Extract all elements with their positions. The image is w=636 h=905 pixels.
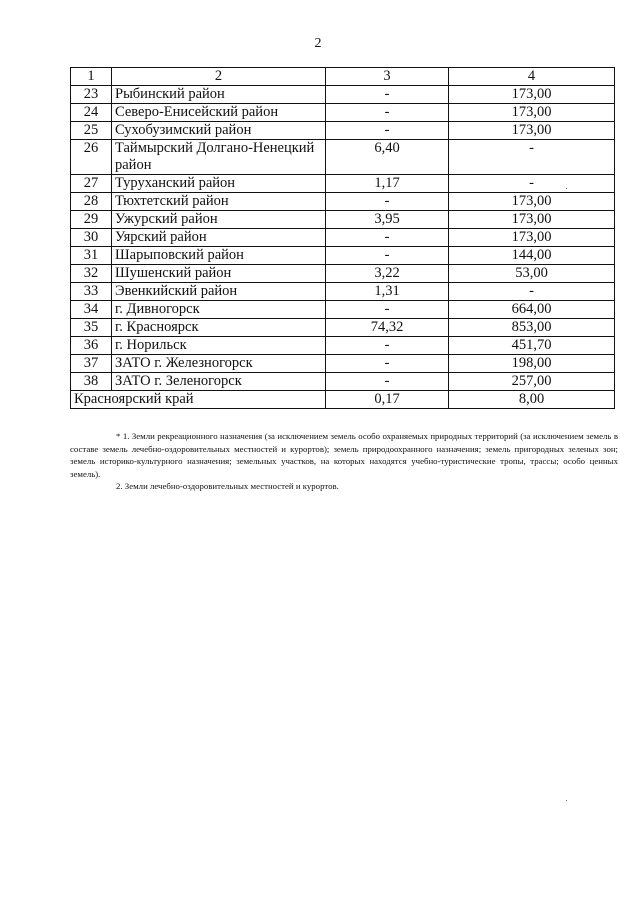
value-col-4: - [449,140,615,175]
row-number: 35 [71,319,112,337]
district-name: Рыбинский район [112,86,326,104]
scan-speck [566,188,567,189]
table-total-row [71,391,615,409]
value-col-4: 173,00 [449,104,615,122]
table-row [71,247,615,265]
value-col-4: 53,00 [449,265,615,283]
value-col-3: 6,40 [326,140,449,175]
footnotes [70,430,618,493]
table-row [71,104,615,122]
row-number: 32 [71,265,112,283]
total-label: Красноярский край [71,391,326,409]
value-col-3: - [326,355,449,373]
value-col-3: 1,17 [326,175,449,193]
row-number: 27 [71,175,112,193]
row-number: 24 [71,104,112,122]
district-name: Шарыповский район [112,247,326,265]
page-number: 2 [314,36,322,51]
value-col-3: - [326,193,449,211]
value-col-3: - [326,122,449,140]
district-name: Ужурский район [112,211,326,229]
header-col-2: 2 [112,68,326,86]
footnote-2: 2. Земли лечебно-оздоровительных местностей и курортов. [116,481,339,491]
district-name: Туруханский район [112,175,326,193]
district-name: ЗАТО г. Зеленогорск [112,373,326,391]
value-col-4: 173,00 [449,193,615,211]
value-col-4: 257,00 [449,373,615,391]
value-col-3: - [326,247,449,265]
value-col-4: 173,00 [449,122,615,140]
value-col-3: - [326,373,449,391]
value-col-3: 74,32 [326,319,449,337]
value-col-4: 853,00 [449,319,615,337]
total-col-3: 0,17 [326,391,449,409]
table-row [71,373,615,391]
table-row [71,229,615,247]
header-col-4: 4 [449,68,615,86]
table-row [71,265,615,283]
row-number: 33 [71,283,112,301]
value-col-3: - [326,301,449,319]
value-col-4: - [449,175,615,193]
district-name: Уярский район [112,229,326,247]
row-number: 29 [71,211,112,229]
value-col-3: - [326,104,449,122]
row-number: 38 [71,373,112,391]
district-name: ЗАТО г. Железногорск [112,355,326,373]
row-number: 34 [71,301,112,319]
district-name: г. Красноярск [112,319,326,337]
table-row [71,319,615,337]
footnote-1: * 1. Земли рекреационного назначения (за исключением земель особо охраняемых природных территорий (за исключением земель в составе земель лечебно-оздоровительных местностей и курортов); земель природоохранного назначения; земель пригородных зеленых зон; земель историко-культурного назначения; земельных участков, на которых находятся учебно-туристические тропы, трассы; особо ценных земель). [70,431,618,479]
district-name: Сухобузимский район [112,122,326,140]
land-value-table [70,67,615,409]
value-col-3: 3,95 [326,211,449,229]
value-col-4: 173,00 [449,229,615,247]
table-row [71,301,615,319]
row-number: 37 [71,355,112,373]
district-name: г. Дивногорск [112,301,326,319]
value-col-4: 173,00 [449,86,615,104]
table-row [71,122,615,140]
district-name: Шушенский район [112,265,326,283]
district-name: г. Норильск [112,337,326,355]
table-row [71,175,615,193]
total-col-4: 8,00 [449,391,615,409]
header-col-3: 3 [326,68,449,86]
table-row [71,211,615,229]
value-col-3: - [326,86,449,104]
table-row [71,283,615,301]
row-number: 28 [71,193,112,211]
row-number: 31 [71,247,112,265]
value-col-3: - [326,337,449,355]
value-col-4: 198,00 [449,355,615,373]
value-col-3: 1,31 [326,283,449,301]
district-name: Северо-Енисейский район [112,104,326,122]
district-name: Таймырский Долгано-Ненецкий район [112,140,326,175]
row-number: 26 [71,140,112,175]
row-number: 36 [71,337,112,355]
table-header-row [71,68,615,86]
table-row [71,355,615,373]
table-row [71,140,615,175]
value-col-3: 3,22 [326,265,449,283]
district-name: Тюхтетский район [112,193,326,211]
value-col-4: - [449,283,615,301]
table-row [71,337,615,355]
value-col-4: 173,00 [449,211,615,229]
table-row [71,86,615,104]
row-number: 30 [71,229,112,247]
value-col-4: 144,00 [449,247,615,265]
scan-speck [566,800,567,801]
row-number: 25 [71,122,112,140]
value-col-4: 451,70 [449,337,615,355]
table-row [71,193,615,211]
row-number: 23 [71,86,112,104]
district-name: Эвенкийский район [112,283,326,301]
header-col-1: 1 [71,68,112,86]
value-col-4: 664,00 [449,301,615,319]
value-col-3: - [326,229,449,247]
